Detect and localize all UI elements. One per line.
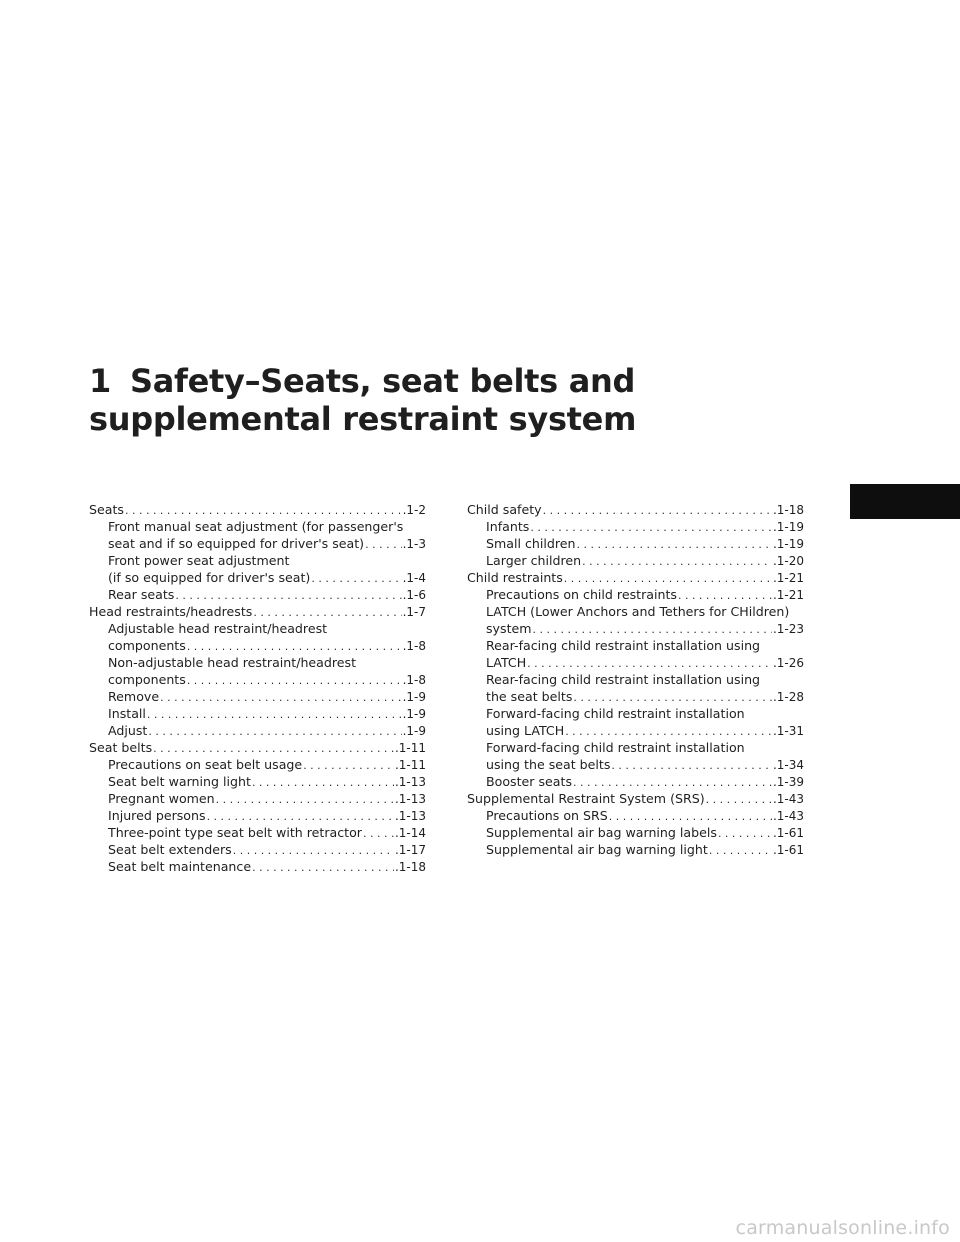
toc-entry-title: LATCH	[486, 655, 527, 670]
toc-entry-title: Three-point type seat belt with retractor	[108, 825, 362, 840]
toc-dot-leader	[153, 740, 394, 757]
toc-dot-leader	[233, 842, 394, 859]
toc-page-number: .1-4	[402, 571, 426, 585]
toc-entry-title: Injured persons	[108, 808, 206, 823]
toc-entry-title: Small children	[486, 536, 576, 551]
toc-dot-leader	[303, 757, 394, 774]
toc-entry[interactable]	[89, 824, 426, 841]
toc-page-number: .1-14	[394, 826, 426, 840]
toc-dot-leader	[527, 655, 772, 672]
toc-dot-leader	[530, 519, 772, 536]
chapter-title-text-1: Safety–Seats, seat belts and	[129, 362, 636, 400]
toc-entry-title: Install	[108, 706, 146, 721]
toc-entry[interactable]	[89, 620, 426, 654]
toc-page-number: .1-18	[394, 860, 426, 874]
toc-entry[interactable]	[467, 535, 804, 552]
toc-dot-leader	[577, 536, 772, 553]
toc-entry-title: Adjustable head restraint/headrest	[108, 621, 328, 636]
toc-entry-title: Precautions on SRS	[486, 808, 608, 823]
toc-entry-title: Forward-facing child restraint installation	[486, 706, 745, 721]
toc-entry-title: system	[486, 621, 532, 636]
toc-dot-leader	[207, 808, 394, 825]
toc-dot-leader	[252, 774, 394, 791]
toc-page-number: .1-9	[402, 690, 426, 704]
toc-entry[interactable]	[89, 841, 426, 858]
toc-dot-leader	[311, 570, 401, 587]
toc-dot-leader	[253, 604, 401, 621]
toc-dot-leader	[252, 859, 394, 876]
toc-page-number: .1-2	[402, 503, 426, 517]
toc-entry[interactable]	[89, 603, 426, 620]
toc-entry-title: Seat belt extenders	[108, 842, 232, 857]
toc-page-number: .1-39	[772, 775, 804, 789]
chapter-title	[89, 362, 709, 438]
toc-entry-title: Front power seat adjustment	[108, 553, 290, 568]
toc-entry-title: seat and if so equipped for driver's seat)	[108, 536, 365, 551]
toc-dot-leader	[160, 689, 401, 706]
toc-dot-leader	[216, 791, 394, 808]
toc-entry-title: LATCH (Lower Anchors and Tethers for CHildren)	[486, 604, 790, 619]
toc-page-number: .1-13	[394, 775, 426, 789]
toc-page-number: .1-6	[402, 588, 426, 602]
toc-entry-title: using the seat belts	[486, 757, 611, 772]
toc-entry-title: Seat belt maintenance	[108, 859, 252, 874]
toc-page-number: .1-17	[394, 843, 426, 857]
toc-page-number: .1-20	[772, 554, 804, 568]
chapter-title-line-2: supplemental restraint system	[89, 400, 637, 438]
toc-entry[interactable]	[467, 586, 804, 603]
toc-entry-title: Child safety	[467, 502, 542, 517]
toc-entry-title: Supplemental air bag warning labels	[486, 825, 717, 840]
toc-page-number: .1-23	[772, 622, 804, 636]
toc-entry[interactable]	[89, 688, 426, 705]
toc-entry-title: the seat belts	[486, 689, 573, 704]
toc-entry[interactable]	[467, 773, 804, 790]
toc-dot-leader	[187, 638, 402, 655]
toc-entry[interactable]	[467, 603, 804, 637]
toc-entry[interactable]	[89, 739, 426, 756]
toc-dot-leader	[543, 502, 772, 519]
toc-entry-title: Rear seats	[108, 587, 175, 602]
toc-dot-leader	[718, 825, 772, 842]
toc-page-number: .1-28	[772, 690, 804, 704]
toc-dot-leader	[365, 536, 401, 553]
chapter-number: 1	[89, 362, 111, 400]
toc-entry-title: Seat belts	[89, 740, 153, 755]
toc-dot-leader	[125, 502, 402, 519]
toc-page-number: .1-31	[772, 724, 804, 738]
toc-page-number: .1-19	[772, 520, 804, 534]
toc-entry[interactable]	[89, 552, 426, 586]
chapter-title-line-1	[89, 362, 709, 400]
toc-entry-title: Child restraints	[467, 570, 563, 585]
toc-dot-leader	[148, 723, 401, 740]
toc-page-number: .1-61	[772, 843, 804, 857]
toc-entry[interactable]	[467, 518, 804, 535]
toc-page-number: .1-21	[772, 588, 804, 602]
toc-entry[interactable]	[467, 569, 804, 586]
chapter-thumb-tab	[850, 484, 960, 519]
toc-entry[interactable]	[467, 739, 804, 773]
toc-entry[interactable]	[89, 773, 426, 790]
toc-entry[interactable]	[89, 654, 426, 688]
toc-entry[interactable]	[467, 841, 804, 858]
toc-entry-title: Forward-facing child restraint installation	[486, 740, 745, 755]
toc-page-number: .1-7	[402, 605, 426, 619]
toc-entry-title: Booster seats	[486, 774, 573, 789]
toc-dot-leader	[609, 808, 772, 825]
toc-dot-leader	[533, 621, 772, 638]
toc-dot-leader	[187, 672, 402, 689]
toc-page-number: .1-9	[402, 707, 426, 721]
toc-page-number: .1-13	[394, 809, 426, 823]
toc-entry-title: Precautions on seat belt usage	[108, 757, 303, 772]
toc-entry[interactable]	[467, 807, 804, 824]
toc-page-number: .1-18	[772, 503, 804, 517]
toc-dot-leader	[175, 587, 401, 604]
toc-page-number: .1-13	[394, 792, 426, 806]
toc-entry-title: Pregnant women	[108, 791, 215, 806]
toc-page-number: .1-34	[772, 758, 804, 772]
toc-entry-title: Infants	[486, 519, 530, 534]
toc-entry-title: Remove	[108, 689, 160, 704]
toc-dot-leader	[678, 587, 772, 604]
toc-entry[interactable]	[89, 807, 426, 824]
toc-entry-title: Precautions on child restraints	[486, 587, 677, 602]
toc-entry[interactable]	[89, 756, 426, 773]
toc-dot-leader	[565, 723, 772, 740]
toc-column-left	[89, 501, 426, 875]
toc-page-number: .1-8	[402, 639, 426, 653]
toc-entry[interactable]	[467, 501, 804, 518]
toc-entry[interactable]	[89, 858, 426, 875]
toc-entry[interactable]	[89, 518, 426, 552]
toc-entry-title: components	[108, 638, 186, 653]
toc-page-number: .1-19	[772, 537, 804, 551]
toc-dot-leader	[709, 842, 772, 859]
toc-dot-leader	[573, 689, 772, 706]
toc-dot-leader	[706, 791, 772, 808]
toc-entry[interactable]	[89, 722, 426, 739]
watermark: carmanualsonline.info	[735, 1217, 950, 1239]
toc-entry[interactable]	[467, 552, 804, 569]
toc-page-number: .1-43	[772, 809, 804, 823]
toc-entry-title: Rear-facing child restraint installation using	[486, 638, 761, 653]
toc-page-number: .1-61	[772, 826, 804, 840]
toc-entry[interactable]	[89, 501, 426, 518]
toc-entry[interactable]	[467, 671, 804, 705]
toc-entry[interactable]	[467, 824, 804, 841]
toc-entry[interactable]	[89, 586, 426, 603]
toc-entry[interactable]	[89, 790, 426, 807]
toc-entry-title: Seat belt warning light	[108, 774, 251, 789]
toc-entry-title: Front manual seat adjustment (for passenger's	[108, 519, 404, 534]
toc-page-number: .1-26	[772, 656, 804, 670]
toc-entry-title: Head restraints/headrests	[89, 604, 253, 619]
toc-entry-title: Non-adjustable head restraint/headrest	[108, 655, 357, 670]
toc-dot-leader	[582, 553, 772, 570]
toc-entry-title: Larger children	[486, 553, 582, 568]
toc-entry-title: Supplemental Restraint System (SRS)	[467, 791, 705, 806]
toc-entry-title: Supplemental air bag warning light	[486, 842, 708, 857]
toc-page-number: .1-11	[394, 741, 426, 755]
toc-entry-title: Adjust	[108, 723, 148, 738]
toc-dot-leader	[363, 825, 394, 842]
toc-entry-title: (if so equipped for driver's seat)	[108, 570, 311, 585]
toc-page-number: .1-9	[402, 724, 426, 738]
toc-entry-title: using LATCH	[486, 723, 565, 738]
toc-entry[interactable]	[89, 705, 426, 722]
toc-dot-leader	[611, 757, 772, 774]
toc-entry-title: components	[108, 672, 186, 687]
toc-column-right	[467, 501, 804, 858]
toc-entry-title: Seats	[89, 502, 124, 517]
toc-entry[interactable]	[467, 637, 804, 671]
toc-entry[interactable]	[467, 790, 804, 807]
toc-page-number: .1-11	[394, 758, 426, 772]
toc-dot-leader	[564, 570, 772, 587]
toc-page-number: .1-43	[772, 792, 804, 806]
toc-entry[interactable]	[467, 705, 804, 739]
toc-page-number: .1-3	[402, 537, 426, 551]
toc-page-number: .1-8	[402, 673, 426, 687]
toc-page-number: .1-21	[772, 571, 804, 585]
toc-entry-title: Rear-facing child restraint installation using	[486, 672, 761, 687]
toc-dot-leader	[147, 706, 402, 723]
toc-dot-leader	[573, 774, 772, 791]
